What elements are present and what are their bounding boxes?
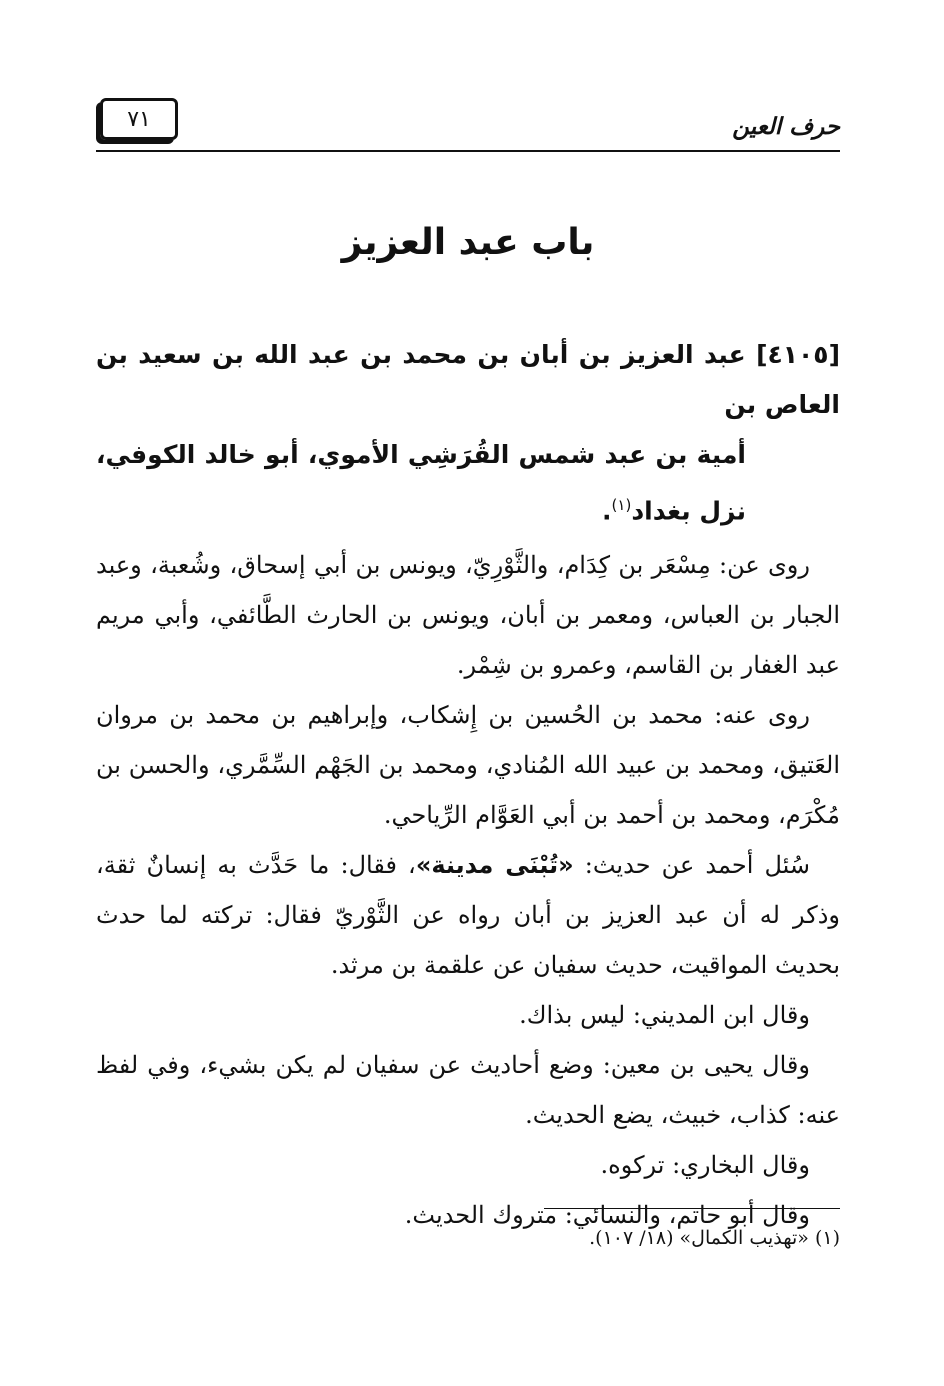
chapter-heading: باب عبد العزيز: [341, 222, 595, 263]
hadith-title: «تُبْنَى مدينة»: [415, 851, 574, 880]
bukhari-paragraph: وقال البخاري: تركوه.: [600, 1151, 810, 1180]
entry-name-line-1: عبد العزيز بن أبان بن محمد بن عبد الله بن سعيد بن العاص بن: [96, 340, 840, 419]
ahmad-question-lead: سُئل أحمد عن حديث:: [573, 851, 811, 880]
footnote-reference: (١): [611, 496, 632, 514]
footnote-divider: [544, 1208, 840, 1209]
running-header-title: حرف العين: [732, 114, 840, 140]
biography-entry: [96, 330, 840, 1240]
entry-name-line-2: أمية بن عبد شمس القُرَشِي الأموي، أبو خالد الكوفي، نزل بغداد: [96, 440, 746, 526]
page-number: ٧١: [100, 98, 178, 140]
abu-hatim-nasai-paragraph: وقال أبو حاتم، والنسائي: متروك الحديث.: [404, 1201, 810, 1230]
narrated-by-paragraph: روى عنه: محمد بن الحُسين بن إِشكاب، وإبراهيم بن محمد بن مروان العَتيق، ومحمد بن عبيد الله المُنادي، ومحمد بن الجَهْم السِّمَّري، والحسن بن مُكْرَم، ومحمد بن أحمد بن أبي العَوَّام الرِّياحي.: [96, 701, 840, 830]
ahmad-opinion-paragraph: [96, 840, 840, 990]
entry-heading: [96, 330, 840, 536]
ibn-madini-paragraph: وقال ابن المديني: ليس بذاك.: [519, 1001, 810, 1030]
entry-number: [٤١٠٥]: [756, 340, 840, 369]
entry-name-end: .: [602, 496, 612, 526]
footnote-1: (١) «تهذيب الكمال» (١٨/ ١٠٧).: [589, 1227, 840, 1249]
running-header: [96, 92, 840, 154]
narrated-from-paragraph: روى عن: مِسْعَر بن كِدَام، والثَّوْرِيّ، ويونس بن أبي إسحاق، وشُعبة، وعبد الجبار بن العباس، ومعمر بن أبان، ويونس بن الحارث الطَّائفي، وأبي مريم عبد الغفار بن القاسم، وعمرو بن شِمْر.: [96, 551, 840, 680]
yahya-ibn-main-paragraph: وقال يحيى بن معين: وضع أحاديث عن سفيان لم يكن بشيء، وفي لفظ عنه: كذاب، خبيث، يضع الحديث.: [96, 1051, 840, 1130]
entry-name-continuation: [96, 430, 840, 536]
header-divider: [96, 150, 840, 152]
ahmad-question-rest: ، فقال: ما حَدَّث به إنسانٌ ثقة، وذكر له أن عبد العزيز بن أبان رواه عن الثَّوْريّ فقال: تركته لما حدث بحديث المواقيت، حديث سفيان عن علقمة بن مرثد.: [96, 851, 840, 980]
